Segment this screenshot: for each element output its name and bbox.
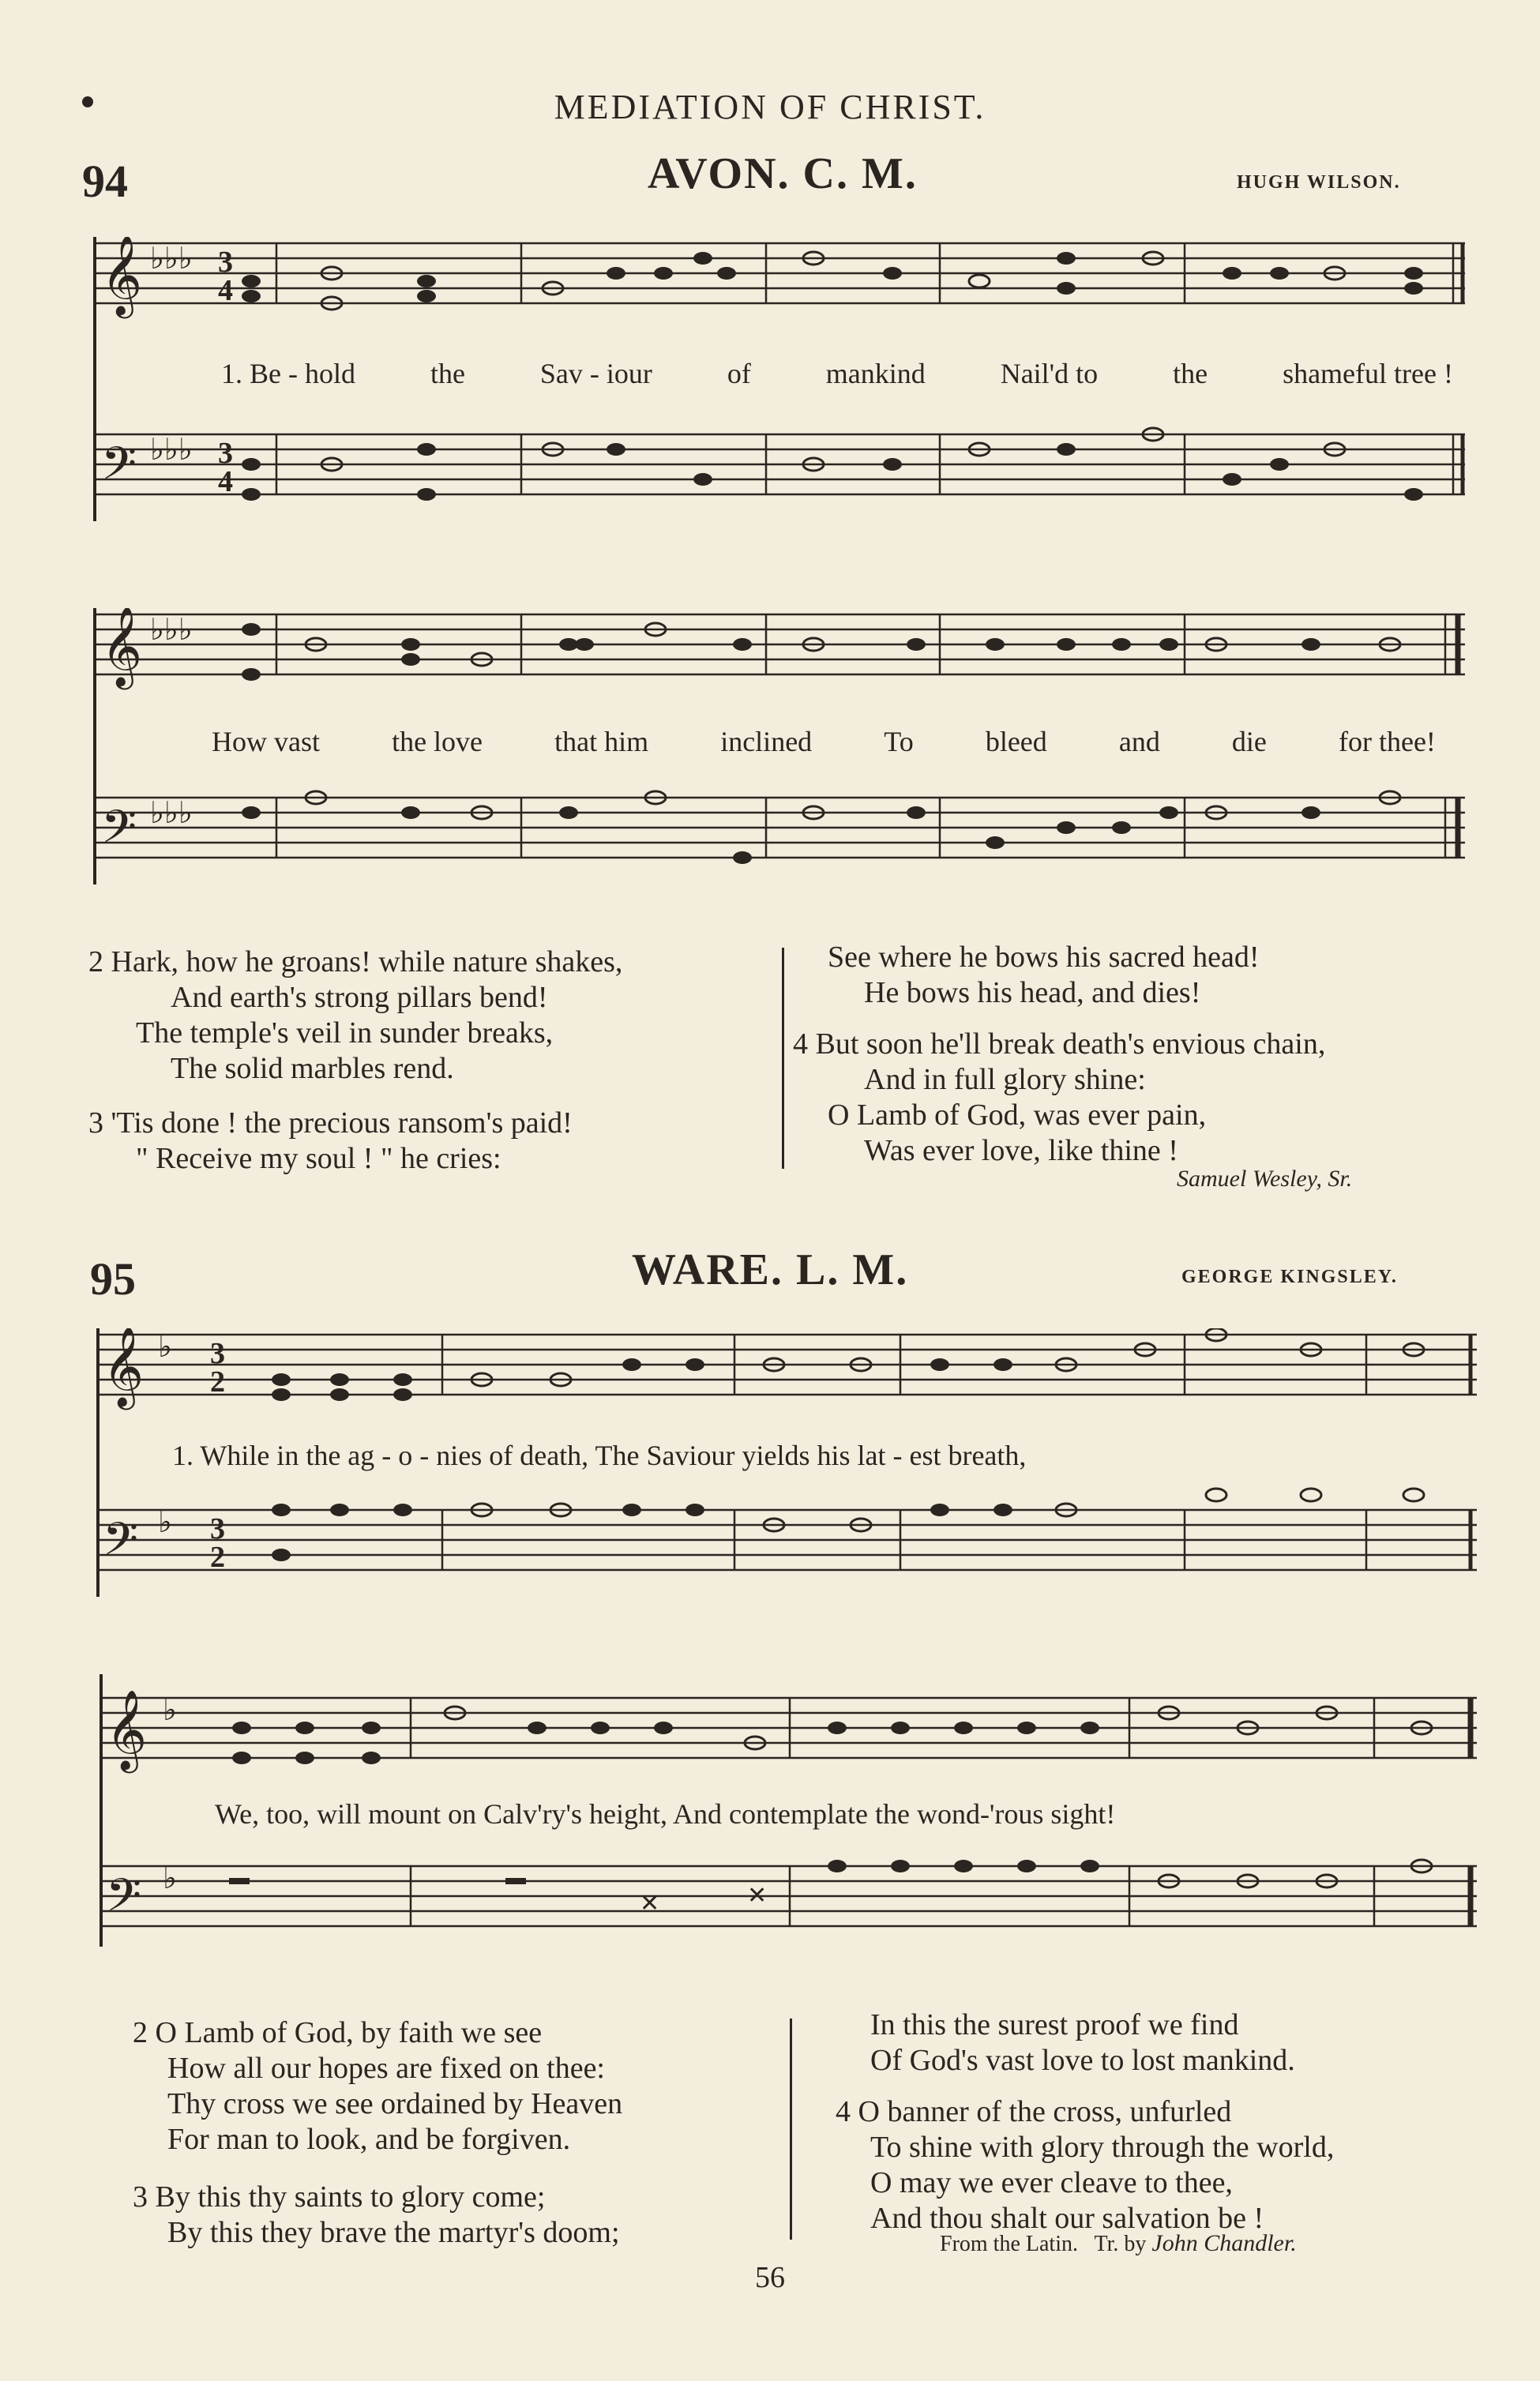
svg-text:✕: ✕	[640, 1891, 660, 1917]
svg-text:♭: ♭	[158, 1506, 172, 1539]
lyric-syllable: the love	[392, 726, 483, 757]
hymn-95-lyric-line-1: 1. While in the ag - o - nies of death, The Saviour yields his lat - est breath,	[172, 1440, 1027, 1471]
verse-line: 3 'Tis done ! the precious ransom's paid!	[88, 1106, 573, 1140]
lyric-syllable: for thee!	[1338, 726, 1436, 757]
hymn-95-lyric-line-2: We, too, will mount on Calv'ry's height, And contemplate the wond-'rous sight!	[215, 1798, 1116, 1830]
verse-line: O Lamb of God, was ever pain,	[828, 1098, 1207, 1132]
lyric-syllable: and	[1118, 726, 1160, 757]
hymn-94-lyric-line-1	[221, 357, 1453, 390]
hymn-94-lyric-line-2	[212, 725, 1436, 758]
verse-line: 4 O banner of the cross, unfurled	[836, 2095, 1232, 2128]
svg-text:𝄢: 𝄢	[101, 437, 137, 501]
verse-line: And thou shalt our salvation be !	[870, 2202, 1264, 2235]
svg-text:3: 3	[218, 437, 233, 470]
verse-line: 2 O Lamb of God, by faith we see	[133, 2016, 543, 2049]
lyric-syllable: Sav - iour	[539, 358, 652, 389]
verse-line: Was ever love, like thine !	[864, 1134, 1178, 1167]
verse-line: 4 But soon he'll break death's envious chain,	[793, 1027, 1326, 1061]
verse-line: O may we ever cleave to thee,	[870, 2166, 1233, 2199]
hymn-95-music-system-1	[79, 1328, 1477, 1628]
source-text: From the Latin.	[940, 2232, 1078, 2256]
lyric-syllable: To	[884, 726, 914, 757]
verse-line: And earth's strong pillars bend!	[171, 981, 548, 1014]
svg-text:4: 4	[218, 465, 233, 498]
lyric-syllable: How vast	[212, 726, 320, 757]
svg-text:𝄞: 𝄞	[103, 1328, 145, 1406]
hymn-95-verse-2	[133, 2015, 796, 2158]
hymn-95-music-system-2	[79, 1674, 1477, 1990]
verse-line: To shine with glory through the world,	[870, 2131, 1335, 2164]
lyric-syllable: of	[727, 358, 751, 389]
column-divider	[790, 2019, 792, 2240]
svg-text:♭: ♭	[163, 1862, 177, 1895]
verse-line: The temple's veil in sunder breaks,	[136, 1016, 554, 1050]
verse-line: In this the surest proof we find	[870, 2008, 1239, 2041]
page-number: 56	[755, 2261, 785, 2294]
svg-text:3: 3	[218, 246, 233, 279]
column-divider	[782, 948, 784, 1169]
running-head: MEDIATION OF CHRIST.	[554, 88, 986, 126]
svg-text:♭♭♭: ♭♭♭	[150, 797, 193, 830]
svg-text:✕: ✕	[747, 1883, 768, 1909]
hymn-95-verse-3b	[836, 2007, 1499, 2079]
verse-line: See where he bows his sacred head!	[828, 941, 1260, 974]
lyric-syllable: the	[1173, 358, 1208, 389]
svg-text:♭♭♭: ♭♭♭	[150, 434, 193, 467]
lyric-syllable: bleed	[985, 726, 1047, 757]
hymn-94-author: Samuel Wesley, Sr.	[1177, 1166, 1353, 1192]
hymn-95-number: 95	[90, 1253, 136, 1305]
hymn-94-music-system-2	[79, 608, 1477, 940]
lyric-syllable: inclined	[720, 726, 813, 757]
lyric-syllable: that him	[554, 726, 649, 757]
verse-line: Thy cross we see ordained by Heaven	[167, 2087, 623, 2120]
verse-line: For man to look, and be forgiven.	[167, 2123, 571, 2156]
hymn-94-composer: HUGH WILSON.	[1237, 172, 1401, 193]
hymn-94-verse-3b	[793, 940, 1488, 1011]
svg-text:♭♭♭: ♭♭♭	[150, 614, 193, 647]
lyric-syllable: 1. Be - hold	[221, 358, 355, 389]
translator-prefix: Tr. by	[1094, 2232, 1147, 2256]
hymn-95-tune: WARE. L. M.	[632, 1245, 909, 1294]
verse-line: By this they brave the martyr's doom;	[167, 2216, 620, 2249]
hymn-94-verse-2	[88, 945, 783, 1087]
verse-line: 2 Hark, how he groans! while nature shakes,	[88, 945, 623, 978]
hymn-94-tune: AVON. C. M.	[648, 149, 918, 198]
hymn-94-verse-4	[793, 1027, 1488, 1169]
verse-line: The solid marbles rend.	[171, 1052, 454, 1085]
lyric-syllable: the	[430, 358, 465, 389]
verse-line: Of God's vast love to lost mankind.	[870, 2044, 1295, 2077]
verse-line: 3 By this thy saints to glory come;	[133, 2180, 546, 2214]
svg-text:𝄢: 𝄢	[103, 1512, 139, 1577]
hymn-94-music-system-1	[79, 237, 1477, 576]
svg-text:3: 3	[210, 1512, 225, 1545]
hymn-95-source	[940, 2230, 1297, 2257]
svg-text:3: 3	[210, 1337, 225, 1370]
hymn-95-composer: GEORGE KINGSLEY.	[1181, 1267, 1398, 1287]
svg-text:♭♭♭: ♭♭♭	[150, 242, 193, 276]
verse-line: How all our hopes are fixed on thee:	[167, 2052, 605, 2085]
svg-text:𝄞: 𝄞	[101, 608, 143, 686]
lyric-syllable: mankind	[825, 358, 926, 389]
svg-text:4: 4	[218, 274, 233, 307]
svg-text:𝄞: 𝄞	[101, 237, 143, 315]
verse-line: He bows his head, and dies!	[864, 976, 1201, 1009]
translator-name: John Chandler.	[1151, 2230, 1297, 2256]
verse-line: And in full glory shine:	[864, 1063, 1146, 1096]
lyric-syllable: shameful tree !	[1283, 358, 1453, 389]
svg-text:𝄞: 𝄞	[106, 1688, 148, 1770]
svg-text:𝄢: 𝄢	[106, 1868, 142, 1933]
hymn-94-verse-3a	[88, 1106, 783, 1177]
svg-text:♭: ♭	[163, 1694, 177, 1727]
svg-text:♭: ♭	[158, 1331, 172, 1364]
hymn-95-verse-4	[836, 2094, 1499, 2236]
svg-text:2: 2	[210, 1365, 225, 1399]
hymn-94-number: 94	[82, 156, 128, 207]
svg-text:𝄢: 𝄢	[101, 800, 137, 865]
lyric-syllable: Nail'd to	[1000, 358, 1099, 389]
verse-line: " Receive my soul ! " he cries:	[136, 1142, 501, 1175]
svg-text:2: 2	[210, 1541, 225, 1574]
hymn-95-verse-3a	[133, 2180, 796, 2251]
lyric-syllable: die	[1231, 726, 1267, 757]
